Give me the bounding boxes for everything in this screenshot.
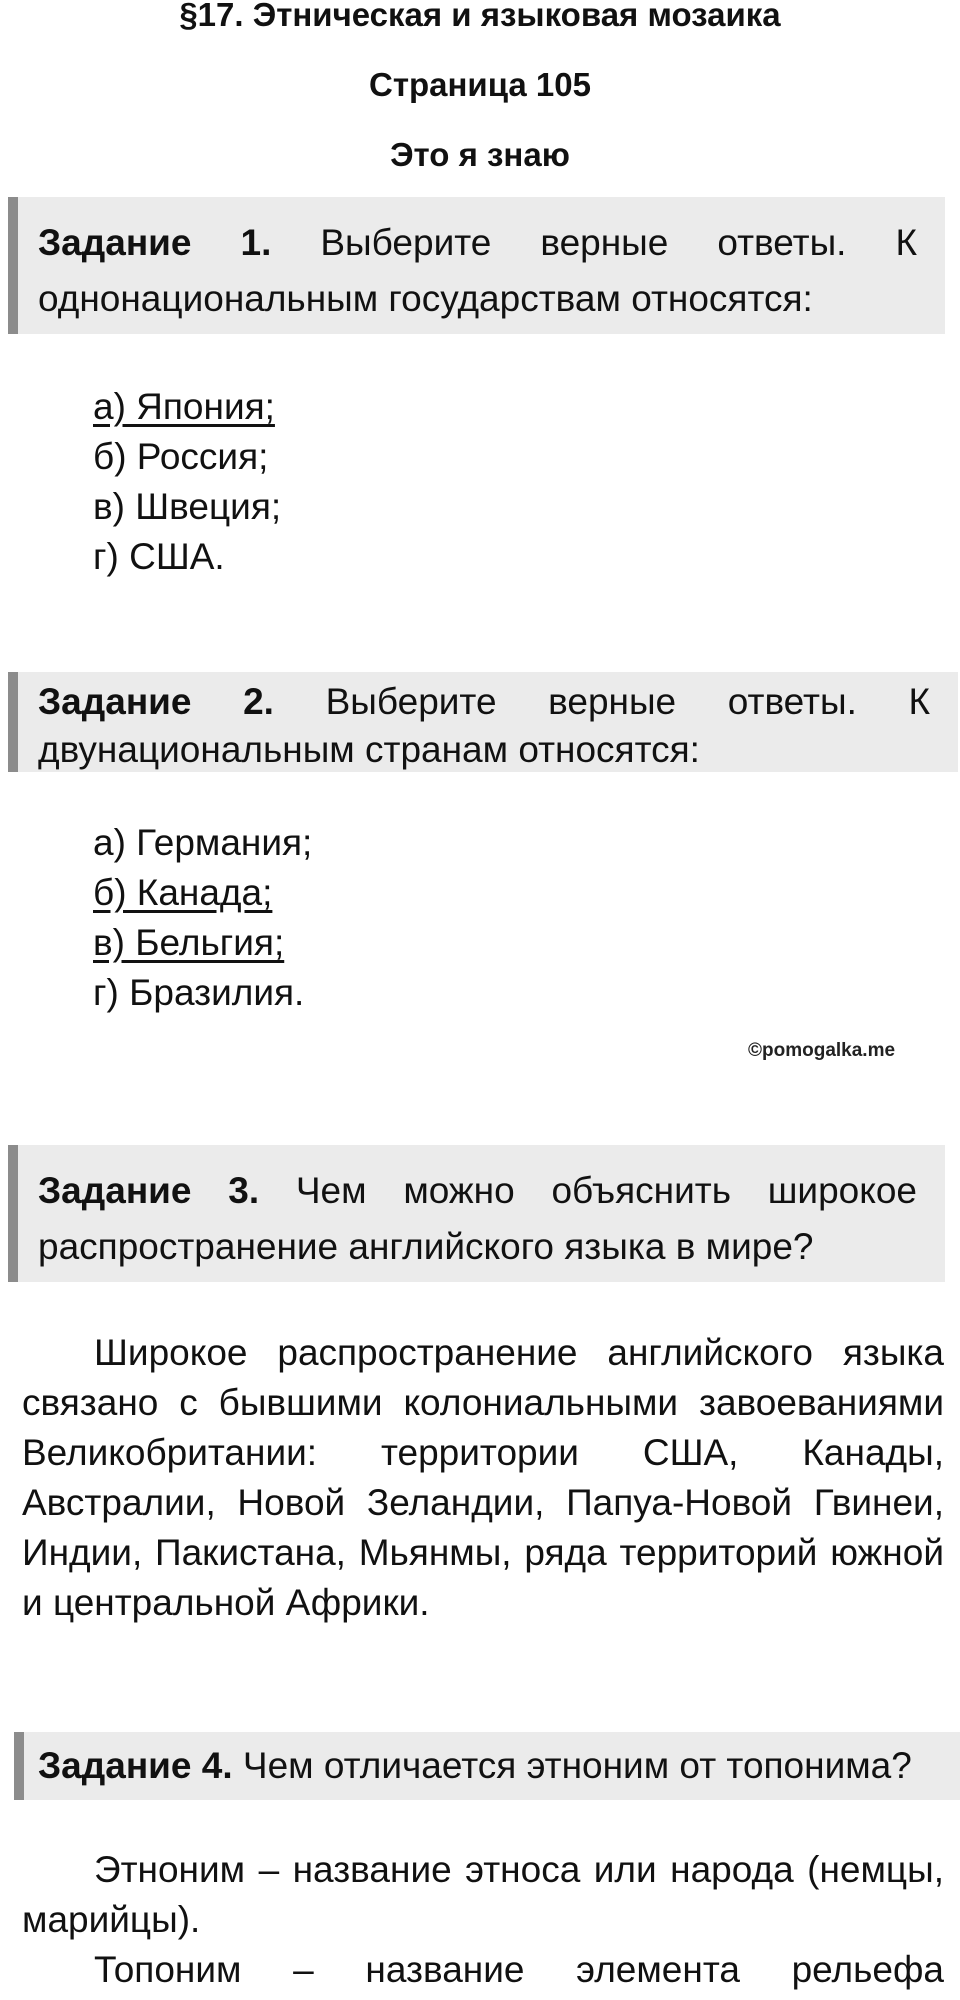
task-2-option-a: а) Германия; (93, 822, 313, 863)
task-1-option-d: г) США. (93, 536, 225, 577)
subtitle: Это я знаю (390, 136, 570, 173)
task-2-label: Задание 2. (38, 681, 274, 722)
task-3-answer (22, 1328, 944, 1628)
task-3-question-box (8, 1145, 945, 1282)
task-3-question: Чем можно объяснить широкое распространение английского языка в мире? (38, 1170, 918, 1267)
task-3-answer-line-2: Великобритании: территории США, Канады, Австралии, Новой Зеландии, Папуа-Новой Гвинеи, Индии, Пакистана, Мьянмы, ряда территорий южной и центральной Африки. (22, 1432, 944, 1623)
task-2-option-c: в) Бельгия; (93, 922, 285, 963)
task-2-option-d: г) Бразилия. (93, 972, 305, 1013)
task-4-question: Чем отличается этноним от топонима? (242, 1745, 912, 1786)
task-1-question: Выберите верные ответы. К однонациональным государствам относятся: (38, 222, 918, 319)
task-4-label: Задание 4. (38, 1745, 233, 1786)
task-3-answer-line-1: Широкое распространение английского языка связано с бывшими колониальными завоеваниями (22, 1332, 944, 1423)
task-1-options (93, 382, 281, 582)
watermark: ©pomogalka.me (748, 1040, 896, 1061)
page-number: Страница 105 (369, 66, 591, 103)
task-1-option-b: б) Россия; (93, 436, 269, 477)
task-1-question-box (8, 197, 945, 334)
task-4-answer-line-2: Топоним – название элемента рельефа (94, 1949, 944, 1990)
task-2-option-b: б) Канада; (93, 872, 273, 913)
task-1-option-a: а) Япония; (93, 386, 275, 427)
task-2-question: Выберите верные ответы. К двунациональным странам относятся: (38, 681, 931, 770)
section-title: §17. Этническая и языковая мозаика (179, 0, 781, 33)
task-2-options (93, 818, 312, 1018)
task-1-label: Задание 1. (38, 222, 272, 263)
task-4-answer-line-1: Этноним – название этноса или народа (немцы, марийцы). (22, 1849, 944, 1940)
task-1-option-c: в) Швеция; (93, 486, 282, 527)
task-3-label: Задание 3. (38, 1170, 260, 1211)
task-4-question-box (14, 1732, 960, 1800)
task-4-answer (22, 1845, 944, 1995)
task-2-question-box (8, 672, 958, 772)
